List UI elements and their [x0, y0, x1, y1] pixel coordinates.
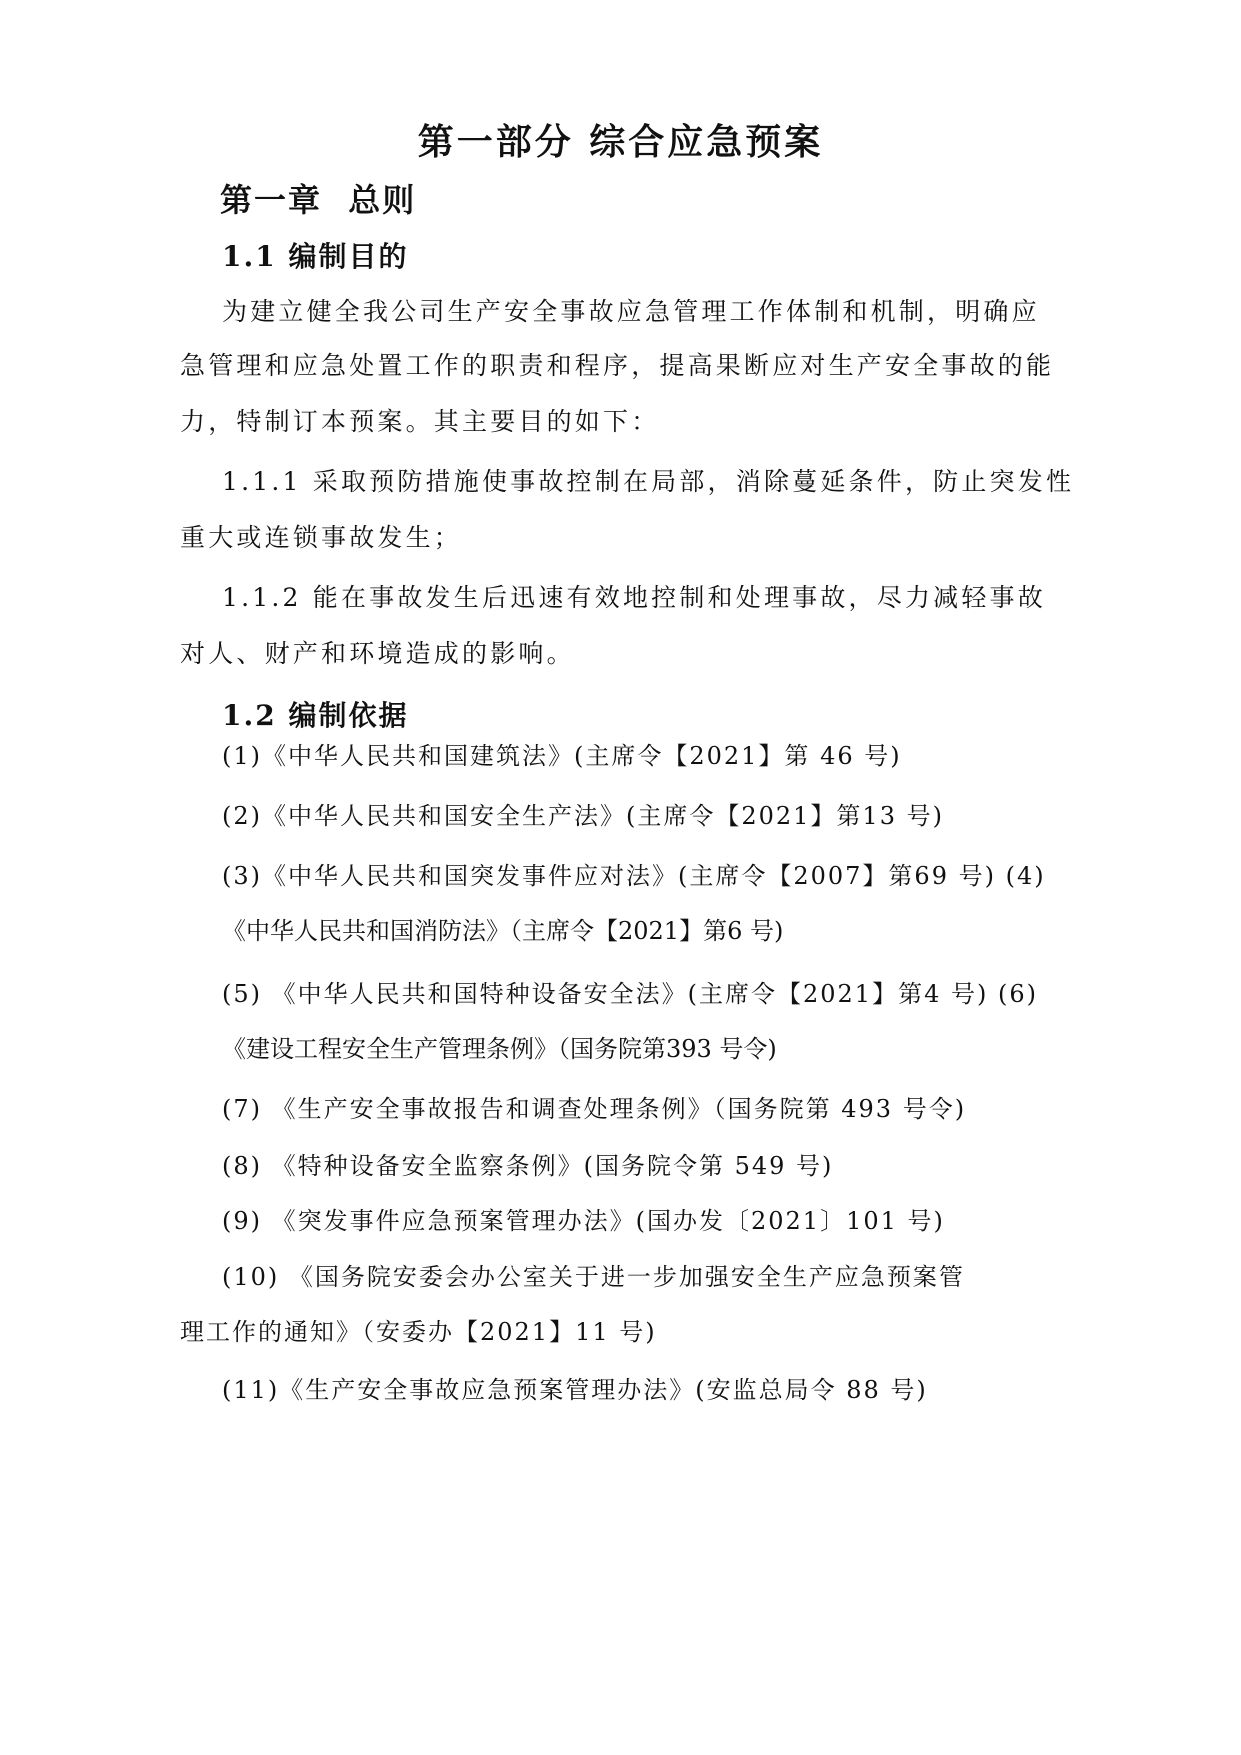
purpose-item-line: 重大或连锁事故发生； [180, 523, 463, 552]
basis-reference-line: 《中华人民共和国消防法》（主席令【2021】第6 号) [222, 917, 784, 945]
basis-reference-line: (5) 《中华人民共和国特种设备安全法》(主席令【2021】第4 号) (6) [222, 980, 1038, 1008]
basis-reference-line: (8) 《特种设备安全监察条例》(国务院令第 549 号) [222, 1152, 834, 1180]
section-heading-basis: 1.2 编制依据 [222, 699, 409, 732]
basis-reference-line: (9) 《突发事件应急预案管理办法》(国办发〔2021〕101 号) [222, 1207, 945, 1235]
basis-reference-line: (2)《中华人民共和国安全生产法》(主席令【2021】第13 号) [222, 802, 944, 830]
purpose-paragraph-line: 力，特制订本预案。其主要目的如下： [180, 407, 660, 436]
basis-reference-line: (7) 《生产安全事故报告和调查处理条例》（国务院第 493 号令) [222, 1095, 967, 1123]
basis-reference-line: 理工作的通知》（安委办【2021】11 号) [180, 1318, 657, 1346]
purpose-item-line: 1.1.1 采取预防措施使事故控制在局部，消除蔓延条件，防止突发性 [222, 467, 1075, 496]
purpose-paragraph-line: 为建立健全我公司生产安全事故应急管理工作体制和机制，明确应 [222, 297, 1040, 326]
purpose-paragraph-line: 急管理和应急处置工作的职责和程序，提高果断应对生产安全事故的能 [180, 351, 1055, 380]
purpose-item-line: 1.1.2 能在事故发生后迅速有效地控制和处理事故，尽力减轻事故 [222, 583, 1046, 612]
chapter-heading: 第一章 总则 [220, 181, 417, 219]
basis-reference-line: (1)《中华人民共和国建筑法》(主席令【2021】第 46 号) [222, 742, 902, 770]
basis-reference-line: (10) 《国务院安委会办公室关于进一步加强安全生产应急预案管 [222, 1263, 965, 1291]
basis-reference-line: (3)《中华人民共和国突发事件应对法》(主席令【2007】第69 号) (4) [222, 862, 1046, 890]
section-heading-purpose: 1.1 编制目的 [222, 240, 409, 273]
purpose-item-line: 对人、财产和环境造成的影响。 [180, 639, 575, 668]
basis-reference-line: 《建设工程安全生产管理条例》（国务院第393 号令) [222, 1035, 777, 1063]
basis-reference-line: (11)《生产安全事故应急预案管理办法》(安监总局令 88 号) [222, 1376, 928, 1404]
document-title: 第一部分 综合应急预案 [417, 121, 824, 163]
